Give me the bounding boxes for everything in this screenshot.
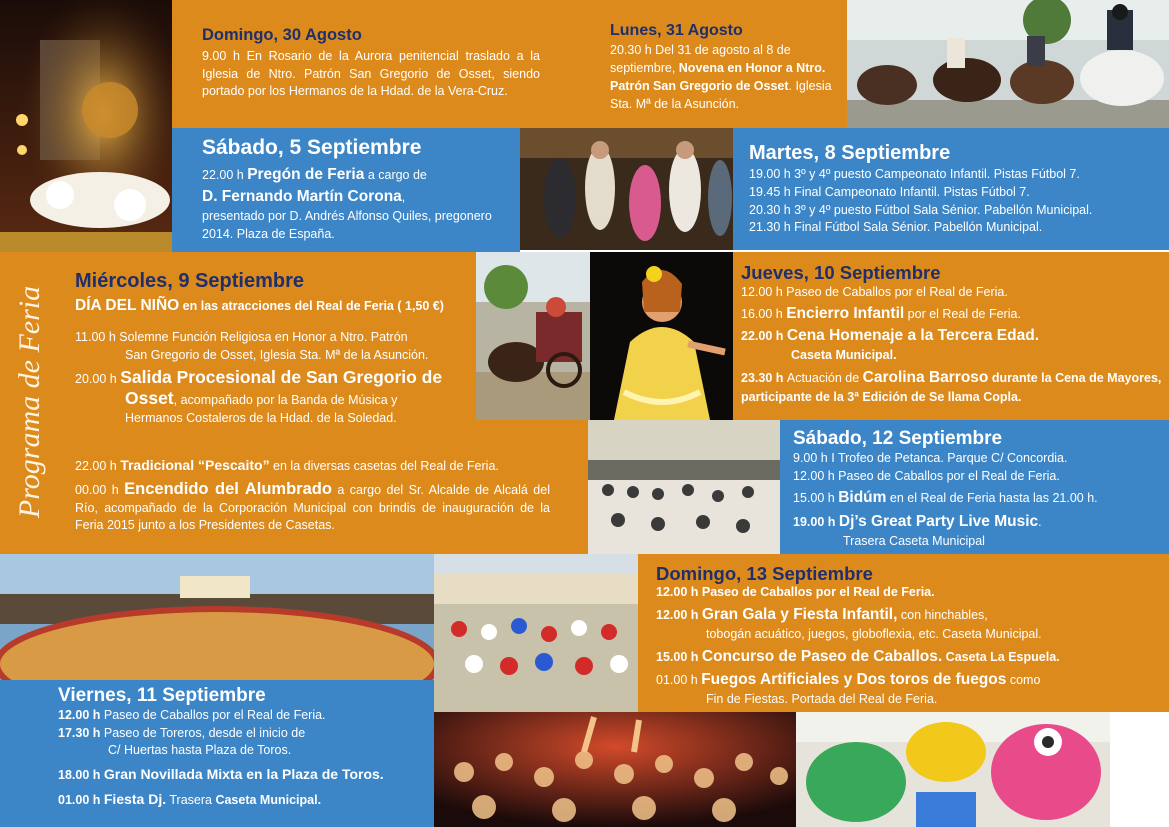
event-text-part: en la diversas casetas del Real de Feria. xyxy=(269,459,499,473)
event-highlight: Gran Gala y Fiesta Infantil, xyxy=(701,606,898,624)
event-place: Caseta Municipal. xyxy=(791,348,897,363)
event-item-nino xyxy=(75,297,468,315)
sidebar-title xyxy=(0,252,60,552)
event-line: Hermanos Costaleros de la Hdad. de la Soledad. xyxy=(125,411,397,425)
event-highlight: Cena Homenaje a la Tercera Edad. xyxy=(786,327,1039,345)
event-item xyxy=(656,646,1163,668)
event-place: Caseta La Espuela. xyxy=(942,649,1060,664)
event-item xyxy=(741,367,1163,407)
event-text-part: durante la Cena de Mayores, participante de la 3ª Edición de Se llama Copla. xyxy=(741,370,1162,404)
event-highlight: Osset xyxy=(125,388,174,409)
day-title: Domingo, 13 Septiembre xyxy=(656,563,873,584)
photo-caseta-dinner xyxy=(588,420,780,554)
day-title: Domingo, 30 Agosto xyxy=(202,26,362,44)
event-block-aug30 xyxy=(172,0,558,128)
event-time: 15.00 h xyxy=(793,491,839,506)
event-highlight: DÍA DEL NIÑO xyxy=(75,297,180,314)
day-title: Lunes, 31 Agosto xyxy=(610,22,743,39)
event-text-part: Paseo de Toreros, desde el inicio de xyxy=(103,725,306,740)
event-highlight: Gran Novillada Mixta en la Plaza de Toros. xyxy=(103,766,384,783)
event-highlight: Dj’s Great Party Live Music xyxy=(838,513,1039,531)
performer-name: Carolina Barroso xyxy=(862,368,989,386)
event-highlight: Pregón de Feria xyxy=(247,166,365,184)
event-text-part: Trasera xyxy=(166,792,216,807)
event-text-part: por el Real de Feria. xyxy=(904,307,1021,322)
event-time: 12.00 h xyxy=(58,707,104,722)
day-title: Viernes, 11 Septiembre xyxy=(58,685,266,706)
event-item: 12.00 h Paseo de Caballos por el Real de Feria. xyxy=(741,285,1008,300)
day-title: Martes, 8 Septiembre xyxy=(749,142,951,164)
event-highlight: Fuegos Artificiales y Dos toros de fuegos xyxy=(701,670,1007,688)
event-time: 22.00 h xyxy=(75,459,121,473)
event-place: Caseta Municipal. xyxy=(215,792,322,807)
event-item xyxy=(656,604,1163,644)
event-list xyxy=(749,166,1163,237)
event-block-sep13 xyxy=(638,554,1169,712)
event-line: 11.00 h Solemne Función Religiosa en Honor a Ntro. Patrón xyxy=(75,330,408,344)
event-text-part: presentado por D. Andrés Alfonso Quiles, pregonero 2014. Plaza de España. xyxy=(202,209,492,241)
event-item: 19.00 h 3º y 4º puesto Campeonato Infantil. Pistas Fútbol 7. xyxy=(749,167,1080,181)
event-time: 00.00 h xyxy=(75,482,125,497)
event-text-part: , acompañado por la Banda de Música y xyxy=(173,393,398,408)
event-highlight: Bidúm xyxy=(838,489,887,507)
event-item xyxy=(58,707,428,725)
event-text-part: , xyxy=(401,190,406,205)
photo-children-crowd xyxy=(434,554,638,712)
photo-bullring xyxy=(0,554,434,680)
event-text-part: a cargo de xyxy=(364,168,427,183)
event-text xyxy=(610,42,837,113)
event-text-part: con hinchables, xyxy=(897,608,988,623)
event-text-part: a cargo del Sr. Alcalde de Alcalá del Río, acompañado de la Corporación Municipal con brindis de inauguración de la Feria 2015 junto a los Presidentes de Casetas. xyxy=(75,482,550,533)
event-block-sep10 xyxy=(733,252,1169,420)
event-time: 20.00 h xyxy=(75,371,121,386)
photo-party-crowd xyxy=(434,712,796,827)
event-item: 12.00 h Paseo de Caballos por el Real de Feria. xyxy=(793,468,1060,483)
event-highlight: Encendido del Alumbrado xyxy=(124,479,332,498)
event-block-sep11 xyxy=(0,680,434,827)
event-line: tobogán acuático, juegos, globoflexia, etc. Caseta Municipal. xyxy=(706,627,1042,642)
sidebar-title-text: Programa de Feria xyxy=(13,285,47,519)
photo-feria-dancing xyxy=(520,128,733,250)
event-block-sep8 xyxy=(733,128,1169,250)
event-item xyxy=(741,325,1163,365)
event-time: 22.00 h xyxy=(741,329,787,344)
event-place: Trasera Caseta Municipal xyxy=(843,534,985,549)
event-highlight: Encierro Infantil xyxy=(786,305,905,323)
photo-horse-riders xyxy=(847,0,1169,128)
event-item xyxy=(58,765,428,785)
event-line: San Gregorio de Osset, Iglesia Sta. Mª de la Asunción. xyxy=(125,347,429,362)
event-block-aug31 xyxy=(558,0,847,128)
event-block-sep12 xyxy=(780,420,1169,554)
event-item xyxy=(793,487,1165,509)
photo-bouncy-castle xyxy=(796,712,1110,827)
event-line: C/ Huertas hasta Plaza de Toros. xyxy=(108,743,292,758)
event-item xyxy=(75,367,468,428)
event-time: 16.00 h xyxy=(741,307,787,322)
event-time: 15.00 h xyxy=(656,649,702,664)
event-time-text: 20.30 h Del 31 de agosto al 8 de septiembre, xyxy=(610,43,791,76)
event-highlight: Fiesta Dj. xyxy=(103,790,167,807)
photo-horse-carriage xyxy=(476,252,590,420)
event-text-part: Paseo de Caballos por el Real de Feria. xyxy=(103,707,326,722)
event-block-sep5 xyxy=(172,128,520,252)
event-text-part: en el Real de Feria hasta las 21.00 h. xyxy=(886,491,1098,506)
event-time: 17.30 h xyxy=(58,725,104,740)
event-time: 12.00 h xyxy=(656,608,702,623)
day-title: Sábado, 12 Septiembre xyxy=(793,428,1003,449)
event-time: 01.00 h xyxy=(58,792,104,807)
event-item xyxy=(741,303,1163,325)
white-corner xyxy=(1110,712,1169,827)
event-highlight: Tradicional “Pescaito” xyxy=(120,457,270,473)
event-item xyxy=(75,480,550,535)
event-item xyxy=(656,669,1163,709)
event-item xyxy=(75,329,468,365)
event-time: 19.00 h xyxy=(793,515,839,530)
event-item xyxy=(793,511,1165,551)
speaker-name: D. Fernando Martín Corona xyxy=(202,188,402,206)
event-text-part: como xyxy=(1006,672,1041,687)
event-text-part: en las atracciones del Real de Feria ( 1,50 €) xyxy=(179,299,444,313)
event-highlight: Concurso de Paseo de Caballos. xyxy=(701,647,943,665)
photo-religious-procession xyxy=(0,0,172,252)
event-highlight: Novena en Honor a Ntro. Patrón San Gregorio de Osset xyxy=(610,61,826,93)
event-time: 22.00 h xyxy=(202,168,248,183)
day-title: Jueves, 10 Septiembre xyxy=(741,262,941,283)
event-block-sep9-lower xyxy=(75,456,550,552)
event-time: 23.30 h xyxy=(741,370,787,385)
event-item: 20.30 h 3º y 4º puesto Fútbol Sala Sénior. Pabellón Municipal. xyxy=(749,202,1093,217)
event-place: . Iglesia Sta. Mª de la Asunción. xyxy=(610,78,832,111)
event-item: 21.30 h Final Fútbol Sala Sénior. Pabellón Municipal. xyxy=(749,220,1043,235)
event-item xyxy=(58,790,428,810)
event-time: 01.00 h xyxy=(656,672,702,687)
photo-flamenco-singer xyxy=(590,252,733,420)
event-text: 9.00 h En Rosario de la Aurora penitencial traslado a la Iglesia de Ntro. Patrón San Gregorio de Osset, siendo portado por los Hermanos de la Hdad. de la Vera-Cruz. xyxy=(202,48,540,99)
event-text xyxy=(202,164,512,244)
event-highlight: Salida Procesional de San Gregorio de xyxy=(120,366,443,387)
event-text-part: Actuación de xyxy=(786,370,863,385)
event-text-part: . xyxy=(1038,515,1042,530)
event-item xyxy=(58,725,428,761)
day-title: Miércoles, 9 Septiembre xyxy=(75,270,304,292)
event-line: Fin de Fiestas. Portada del Real de Feria. xyxy=(706,691,938,706)
event-time: 18.00 h xyxy=(58,768,104,783)
event-item: 12.00 h Paseo de Caballos por el Real de Feria. xyxy=(656,585,935,600)
event-item: 19.45 h Final Campeonato Infantil. Pistas Fútbol 7. xyxy=(749,184,1030,199)
event-item: 9.00 h I Trofeo de Petanca. Parque C/ Concordia. xyxy=(793,450,1068,465)
day-title: Sábado, 5 Septiembre xyxy=(202,136,422,159)
event-item xyxy=(75,456,550,476)
